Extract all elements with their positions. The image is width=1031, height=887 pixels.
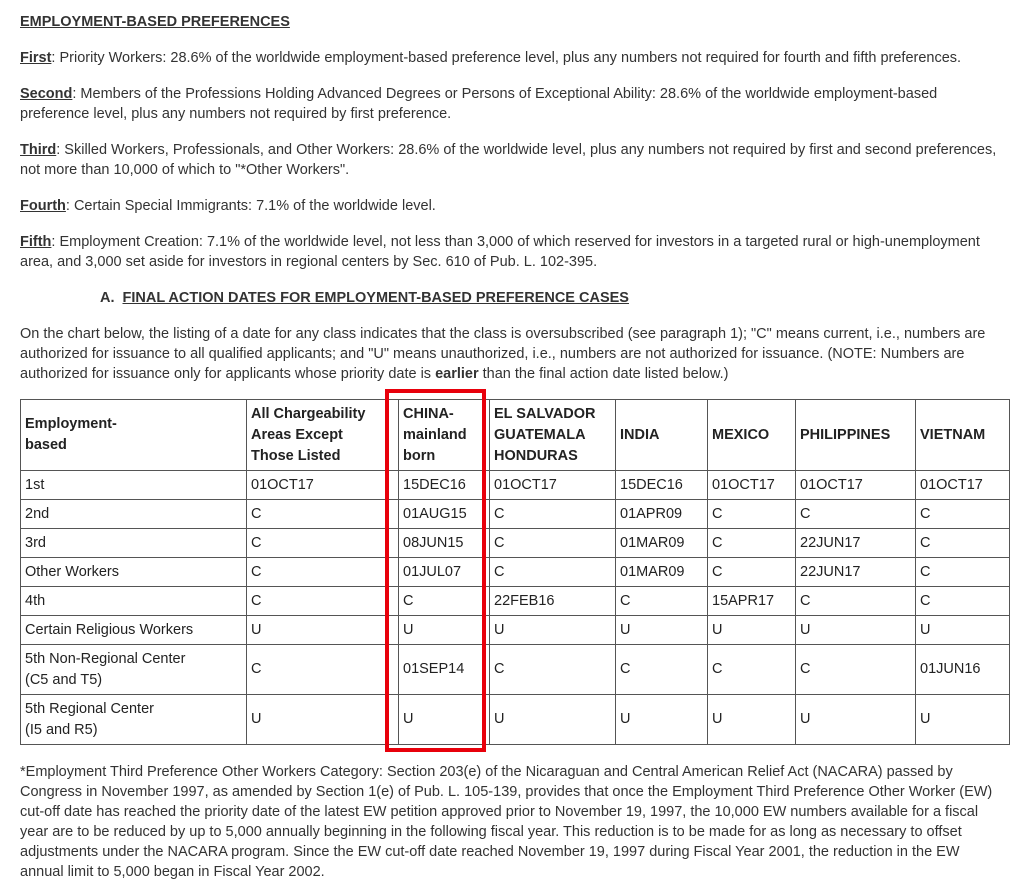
date-cell: 08JUN15 — [399, 529, 490, 558]
column-header: All Chargeability Areas Except Those Listed — [247, 400, 399, 471]
section-title — [20, 288, 1005, 308]
date-cell: C — [247, 500, 399, 529]
row-category: 1st — [21, 471, 247, 500]
column-header: INDIA — [616, 400, 708, 471]
final-action-dates-table — [20, 399, 1010, 745]
date-cell: U — [916, 616, 1010, 645]
date-cell: C — [490, 558, 616, 587]
date-cell: 22JUN17 — [796, 529, 916, 558]
date-cell: C — [708, 558, 796, 587]
date-cell: C — [247, 587, 399, 616]
date-cell: C — [490, 645, 616, 695]
date-cell: 22JUN17 — [796, 558, 916, 587]
date-cell: 01OCT17 — [916, 471, 1010, 500]
date-cell: 01JUN16 — [916, 645, 1010, 695]
table-row — [21, 616, 1010, 645]
date-cell: C — [916, 558, 1010, 587]
date-cell: C — [490, 529, 616, 558]
date-cell: 01SEP14 — [399, 645, 490, 695]
date-cell: 22FEB16 — [490, 587, 616, 616]
date-cell: C — [708, 500, 796, 529]
date-cell: 01APR09 — [616, 500, 708, 529]
date-cell: C — [616, 587, 708, 616]
bulletin-content — [20, 12, 1005, 882]
date-cell: U — [616, 616, 708, 645]
date-cell: U — [796, 695, 916, 745]
date-cell: C — [247, 529, 399, 558]
pref-label: Second — [20, 86, 73, 102]
table-body — [21, 471, 1010, 745]
table-row — [21, 529, 1010, 558]
date-cell: U — [399, 616, 490, 645]
pref-second — [20, 84, 1005, 124]
table-row — [21, 587, 1010, 616]
table-header — [21, 400, 1010, 471]
pref-first — [20, 48, 1005, 68]
row-category: 4th — [21, 587, 247, 616]
pref-label: First — [20, 50, 52, 66]
table-row — [21, 645, 1010, 695]
date-cell: C — [796, 500, 916, 529]
date-cell: C — [916, 500, 1010, 529]
date-cell: 15DEC16 — [399, 471, 490, 500]
intro-text-after: than the final action date listed below.) — [478, 366, 729, 382]
pref-fourth — [20, 196, 1005, 216]
pref-label: Fourth — [20, 198, 66, 214]
date-cell: U — [796, 616, 916, 645]
date-cell: 01MAR09 — [616, 529, 708, 558]
pref-text: : Members of the Professions Holding Advanced Degrees or Persons of Exceptional Ability: 28.6% of the worldwide employment-based preference level, plus any numbers not required by first preference. — [20, 86, 938, 122]
date-cell: U — [708, 616, 796, 645]
other-workers-footnote: *Employment Third Preference Other Workers Category: Section 203(e) of the Nicaraguan and Central American Relief Act (NACARA) passed by Congress in November 1997, as amended by Section 1(e) of Pub. L. 105-139, provides that once the Employment Third Preference Other Worker (EW) cut-off date has reached the priority date of the latest EW petition approved prior to November 19, 1997, the 10,000 EW numbers available for a fiscal year are to be reduced by up to 5,000 annually beginning in the following fiscal year. This reduction is to be made for as long as necessary to offset adjustments under the NACARA program. Since the EW cut-off date reached November 19, 1997 during Fiscal Year 2001, the reduction in the EW annual limit to 5,000 began in Fiscal Year 2002. — [20, 764, 993, 880]
date-cell: 01OCT17 — [796, 471, 916, 500]
intro-text-before: On the chart below, the listing of a date for any class indicates that the class is oversubscribed (see paragraph 1); "C" means current, i.e., numbers are authorized for issuance to all qualified applicants; and "U" means unauthorized, i.e., numbers are not authorized for issuance. (NOTE: Numbers are authorized for issuance only for applicants whose priority date is — [20, 326, 986, 382]
date-cell: U — [247, 695, 399, 745]
date-cell: U — [399, 695, 490, 745]
date-cell: C — [490, 500, 616, 529]
date-cell: 01JUL07 — [399, 558, 490, 587]
column-header: PHILIPPINES — [796, 400, 916, 471]
date-cell: U — [247, 616, 399, 645]
row-category: Other Workers — [21, 558, 247, 587]
pref-text: : Certain Special Immigrants: 7.1% of the worldwide level. — [65, 198, 436, 214]
pref-label: Fifth — [20, 234, 52, 250]
column-header: CHINA- mainland born — [399, 400, 490, 471]
date-cell: C — [616, 645, 708, 695]
date-cell: C — [916, 587, 1010, 616]
column-header: Employment- based — [21, 400, 247, 471]
date-cell: C — [708, 645, 796, 695]
employment-preferences-heading: EMPLOYMENT-BASED PREFERENCES — [20, 14, 290, 30]
intro-emphasis: earlier — [435, 366, 479, 382]
pref-text: : Priority Workers: 28.6% of the worldwide employment-based preference level, plus any numbers not required for fourth and fifth preferences. — [51, 50, 962, 66]
row-category: 3rd — [21, 529, 247, 558]
row-category: Certain Religious Workers — [21, 616, 247, 645]
date-cell: C — [796, 645, 916, 695]
date-cell: C — [247, 558, 399, 587]
date-cell: C — [399, 587, 490, 616]
date-cell: U — [490, 616, 616, 645]
table-row — [21, 558, 1010, 587]
date-cell: C — [916, 529, 1010, 558]
pref-text: : Skilled Workers, Professionals, and Other Workers: 28.6% of the worldwide level, plus any numbers not required by first and second preferences, not more than 10,000 of which to "*Other Workers". — [20, 142, 997, 178]
date-cell: 15APR17 — [708, 587, 796, 616]
date-cell: 01MAR09 — [616, 558, 708, 587]
date-cell: U — [616, 695, 708, 745]
date-cell: U — [490, 695, 616, 745]
section-letter: A. — [100, 290, 115, 306]
date-cell: C — [708, 529, 796, 558]
table-row — [21, 500, 1010, 529]
date-cell: 01OCT17 — [247, 471, 399, 500]
pref-fifth — [20, 232, 1005, 272]
date-cell: U — [916, 695, 1010, 745]
column-header: MEXICO — [708, 400, 796, 471]
date-cell: 15DEC16 — [616, 471, 708, 500]
date-cell: 01OCT17 — [490, 471, 616, 500]
date-cell: 01OCT17 — [708, 471, 796, 500]
date-cell: U — [708, 695, 796, 745]
chart-intro — [20, 324, 1005, 384]
row-category: 5th Non-Regional Center (C5 and T5) — [21, 645, 247, 695]
date-cell: C — [796, 587, 916, 616]
column-header: EL SALVADOR GUATEMALA HONDURAS — [490, 400, 616, 471]
row-category: 2nd — [21, 500, 247, 529]
header-row — [21, 400, 1010, 471]
table-row — [21, 695, 1010, 745]
column-header: VIETNAM — [916, 400, 1010, 471]
row-category: 5th Regional Center (I5 and R5) — [21, 695, 247, 745]
pref-third — [20, 140, 1005, 180]
section-title-text: FINAL ACTION DATES FOR EMPLOYMENT-BASED PREFERENCE CASES — [122, 290, 629, 306]
pref-label: Third — [20, 142, 57, 158]
pref-text: : Employment Creation: 7.1% of the worldwide level, not less than 3,000 of which reserved for investors in a targeted rural or high-unemployment area, and 3,000 set aside for investors in regional centers by Sec. 610 of Pub. L. 102-395. — [20, 234, 980, 270]
date-cell: 01AUG15 — [399, 500, 490, 529]
date-cell: C — [247, 645, 399, 695]
table-row — [21, 471, 1010, 500]
